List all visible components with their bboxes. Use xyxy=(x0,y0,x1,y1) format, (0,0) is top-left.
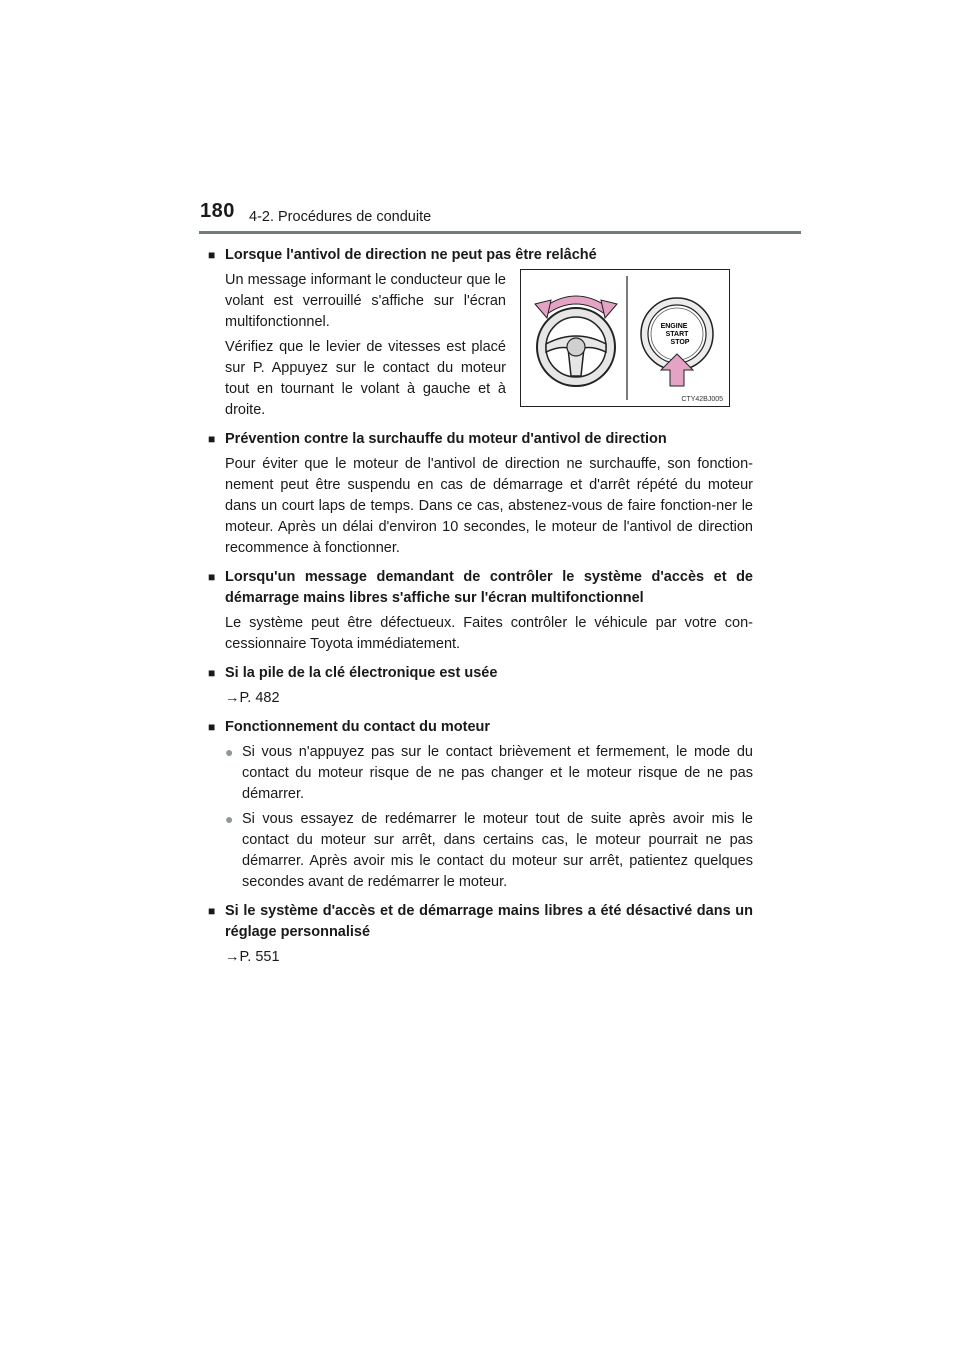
page-reference[interactable]: →P. 482 xyxy=(225,690,280,706)
chapter-title: 4-2. Procédures de conduite xyxy=(249,209,432,225)
list-item: ● Si vous essayez de redémarrer le moteur tout de suite après avoir mis le contact du moteur sur arrêt, dans certains cas, le moteur pourrait ne pas démarrer. Après avoir mis le contact du moteur sur arrêt, patientez quelques secondes avant de redémarrer le moteur. xyxy=(225,809,753,893)
circle-bullet-icon: ● xyxy=(225,811,234,827)
section-heading: ■ Si la pile de la clé électronique est usée xyxy=(208,663,753,684)
section-heading: ■ Si le système d'accès et de démarrage mains libres a été désactivé dans un réglage personnalisé xyxy=(208,901,753,943)
square-bullet-icon: ■ xyxy=(208,432,216,446)
figure-code: CTY42BJ005 xyxy=(681,396,723,403)
page-content xyxy=(208,237,753,968)
steering-wheel-icon xyxy=(537,308,615,386)
circle-bullet-icon: ● xyxy=(225,744,234,760)
square-bullet-icon: ■ xyxy=(208,570,216,584)
section-heading: ■ Lorsqu'un message demandant de contrôler le système d'accès et de démarrage mains libres s'affiche sur l'écran multifonctionnel xyxy=(208,567,753,609)
square-bullet-icon: ■ xyxy=(208,720,216,734)
square-bullet-icon: ■ xyxy=(208,666,216,680)
header-divider xyxy=(199,231,801,234)
paragraph: Le système peut être défectueux. Faites contrôler le véhicule par votre con-cessionnaire Toyota immédiatement. xyxy=(225,615,753,652)
page-reference[interactable]: →P. 551 xyxy=(225,949,280,965)
paragraph: Pour éviter que le moteur de l'antivol de direction ne surchauffe, son fonction-nement peut être suspendu en cas de démarrage et d'arrêt répété du moteur dans un court laps de temps. Dans ce cas, abstenez-vous de faire fonction-ner le moteur. Après un délai d'environ 10 secondes, le moteur de l'antivol de direction recommence à fonctionner. xyxy=(225,456,753,556)
section-heading: ■ Prévention contre la surchauffe du moteur d'antivol de direction xyxy=(208,429,753,450)
steering-illustration xyxy=(520,269,730,407)
engine-label: ENGINE xyxy=(660,323,688,330)
square-bullet-icon: ■ xyxy=(208,248,216,262)
start-label: START xyxy=(665,331,689,338)
paragraph: Un message informant le conducteur que le volant est verrouillé s'affiche sur l'écran multifonctionnel. xyxy=(225,272,506,330)
stop-label: STOP xyxy=(670,339,690,346)
paragraph: Vérifiez que le levier de vitesses est placé sur P. Appuyez sur le contact du moteur tout en tournant le volant à gauche et à droite. xyxy=(225,339,506,418)
list-item: ● Si vous n'appuyez pas sur le contact brièvement et fermement, le mode du contact du moteur risque de ne pas changer et le moteur risque de ne pas démarrer. xyxy=(225,742,753,805)
page-number: 180 xyxy=(200,200,235,222)
square-bullet-icon: ■ xyxy=(208,904,216,918)
section-heading: ■ Fonctionnement du contact du moteur xyxy=(208,717,753,738)
steering-wheel-figure xyxy=(521,270,729,406)
steering-lock-block xyxy=(208,266,753,421)
section-heading: ■ Lorsque l'antivol de direction ne peut pas être relâché xyxy=(208,245,753,266)
